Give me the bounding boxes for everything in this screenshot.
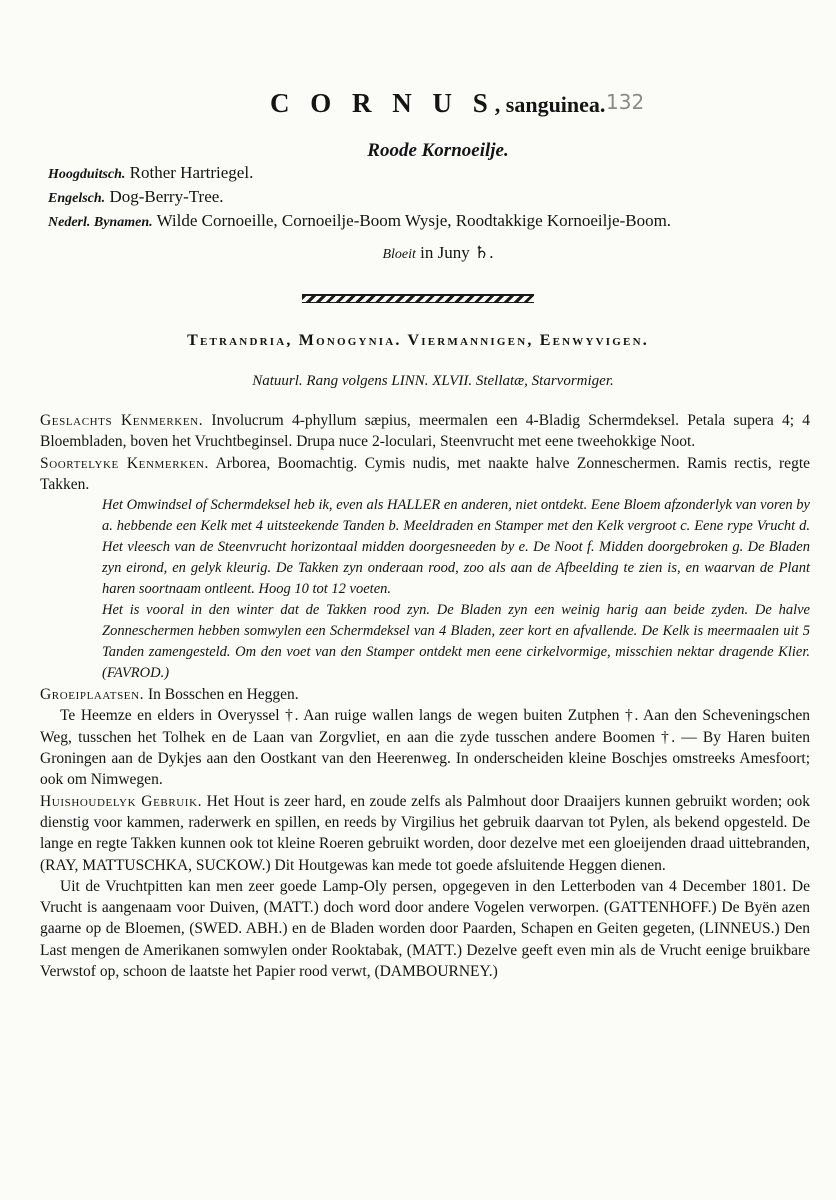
title-row: [0, 88, 836, 128]
section-label: Geslachts Kenmerken.: [40, 412, 204, 429]
section-text: Het Hout is zeer hard, en zoude zelfs als Palmhout door Draaijers kunnen gebruikt worden; ook dienstig voor kammen, raderwerk en spillen, en reeds by Virgilius het gebruik daarvan tot Pylen, als bekend opgesteld. De lange en regte Takken kunnen ook tot kleine Roeren gebruikt worden, door dezelve met een gloeijenden draad uittebranden, (RAY, MATTUSCHKA, SUCKOW.) Dit Houtgewas kan mede tot goede afsluitende Heggen dienen.: [40, 792, 811, 874]
name-label: Nederl. Bynamen.: [48, 215, 153, 230]
section-label: Groeiplaatsen.: [40, 686, 145, 704]
name-text: Dog-Berry-Tree.: [109, 187, 224, 206]
species-name: , sanguinea.: [494, 92, 606, 117]
growing-places: [40, 684, 810, 705]
natural-rank: Natuurl. Rang volgens LINN. XLVII. Stellatæ, Starvormiger.: [252, 373, 614, 389]
illustration-note: Het Omwindsel of Schermdeksel heb ik, even als HALLER en anderen, niet ontdekt. Eene Bloem afzonderlyk van voren by a. hebbende een Kelk met 4 uitsteekende Tanden b. Meeldraden en Stamper met den Kelk vergroot c. Eene rype Vrucht d. Het vleesch van de Steenvrucht horizontaal midden doorgesneeden by e. De Noot f. Midden doorgebroken g. De Bladen zyn eirond, en gelyk kleurig. De Takken zyn onderaan rood, zoo als aan de Afbeelding te zien is, en waarvan de Plant haren soortnaam ontleent. Hoog 10 tot 12 voeten.: [102, 497, 810, 598]
section-label: Soortelyke Kenmerken.: [40, 454, 210, 472]
body-text: [40, 410, 810, 982]
name-label: Hoogduitsch.: [48, 167, 126, 182]
name-row: [48, 210, 808, 234]
section-label: Huishoudelyk Gebruik.: [40, 792, 203, 810]
bloeit-text: in Juny ♄.: [420, 243, 494, 262]
bloeit-label: Bloeit: [382, 247, 416, 262]
genus-name: C O R N U S: [270, 88, 495, 118]
ornamental-divider: [302, 294, 534, 303]
growing-places-detail: Te Heemze en elders in Overyssel †. Aan ruige wallen langs de wegen buiten Zutphen †. Aan den Scheveningschen Weg, tusschen het Tolhek en de Laan van Zorgvliet, en aan die zyde tusschen andere Boomen †. — By Haren buiten Groningen aan de Dykjes aan den Oostkant van den Heerenweg. In onderscheiden kleine Boschjes omstreeks Amesfoort; ook om Nimwegen.: [40, 707, 810, 789]
dutch-name: Roode Kornoeilje.: [367, 140, 509, 161]
name-row: [48, 186, 808, 210]
name-row: [48, 162, 808, 186]
winter-note: Het is vooral in den winter dat de Takken rood zyn. De Bladen zyn een weinig harig aan beide zyden. De halve Zonneschermen hebben somwylen een Schermdeksel van 4 Bladen, zeer kort en afvallende. De Kelk is meermaalen uit 5 Tanden zamengesteld. Om den voet van den Stamper ontdekt men eene cirkelvormige, misschien nektar dragende Klier. (FAVROD.): [102, 602, 810, 682]
section-text: In Bosschen en Heggen.: [148, 686, 299, 704]
genus-characteristics: [40, 410, 810, 453]
name-text: Wilde Cornoeille, Cornoeilje-Boom Wysje, Roodtakkige Kornoeilje-Boom.: [156, 211, 672, 230]
final-paragraph: Uit de Vruchtpitten kan men zeer goede Lamp-Oly persen, opgegeven in den Letterboden van 4 December 1801. De Vrucht is aangenaam voor Duiven, (MATT.) doch word door andere Vogelen verworpen. (GATTENHOFF.) De Byën azen gaarne op de Bloemen, (SWED. ABH.) en de Bladen worden door Paarden, Schapen en Geiten gegeten, (LINNEUS.) Den Last mengen de Amerikanen somwylen onder Rooktabak, (MATT.) Dezelve geeft even min als de Vrucht eenige bruikbare Verwstof op, schoon de laatste het Papier rood verwt, (DAMBOURNEY.): [40, 877, 810, 981]
classification: Tetrandria, Monogynia. Viermannigen, Eenwyvigen.: [187, 332, 649, 349]
section-text: Arborea, Boomachtig. Cymis nudis, met naakte halve Zonneschermen. Ramis rectis, regte Takken.: [40, 454, 811, 493]
household-use: [40, 791, 810, 876]
name-text: Rother Hartriegel.: [129, 163, 254, 182]
species-characteristics: [40, 453, 810, 496]
names-list: [48, 162, 808, 234]
section-text: Involucrum 4-phyllum sæpius, meermalen een 4-Bladig Schermdeksel. Petala supera 4; 4 Bloembladen, boven het Vruchtbeginsel. Drupa nuce 2-loculari, Steenvrucht met eene tweehokkige Noot.: [40, 412, 810, 451]
name-label: Engelsch.: [48, 191, 106, 206]
page-number: 132: [606, 90, 645, 114]
flowering-line: [0, 243, 836, 263]
page-title: [270, 88, 605, 119]
